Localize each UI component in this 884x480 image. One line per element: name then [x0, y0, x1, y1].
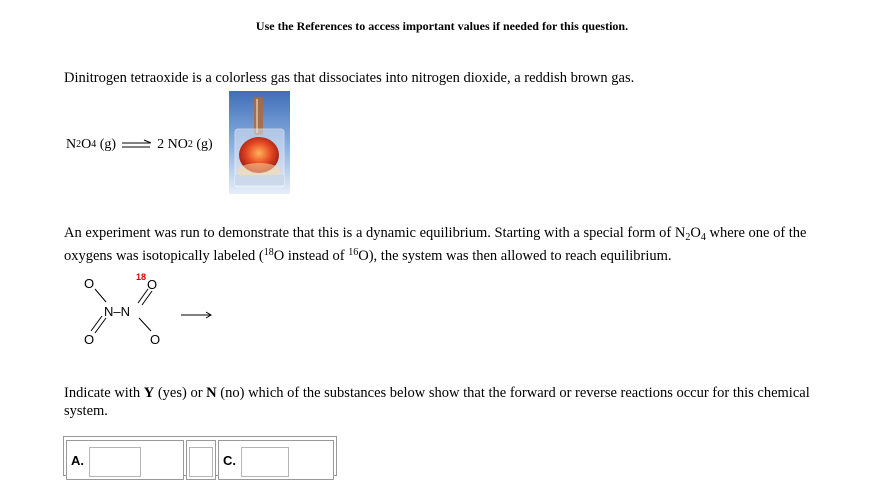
answer-input-c[interactable] [241, 447, 289, 477]
oxygen-atom-label: O [84, 276, 95, 291]
instructions-text: (no) which of the substances below show that the forward or reverse reactions occur for this chemical system. [64, 385, 810, 419]
answer-cell-b [186, 440, 216, 480]
experiment-text: where one of the oxygens was isotopically labeled ( [64, 225, 807, 264]
n2o4-structure-diagram [76, 272, 176, 352]
equilibrium-equation: N 2 O 4 (g) 2 NO 2 (g) [66, 137, 213, 152]
instructions-text: Indicate with [64, 385, 144, 401]
experiment-text: O [690, 225, 701, 241]
experiment-sup: 16 [348, 247, 359, 258]
experiment-text: An experiment was run to demonstrate that this is a dynamic equilibrium. Starting with a special form of N [64, 225, 686, 241]
answer-cell-a [66, 440, 184, 480]
answer-input-a[interactable] [89, 447, 141, 477]
answer-label-c: C. [223, 453, 236, 468]
flask-photo [229, 91, 290, 194]
nn-bond-label: N–N [104, 304, 131, 319]
eq-product-state: (g) [192, 137, 213, 152]
experiment-text: O), the system was then allowed to reach equilibrium. [358, 248, 672, 264]
instructions-n: N [206, 385, 217, 401]
experiment-sup: 18 [263, 247, 274, 258]
experiment-sub: 4 [700, 232, 706, 243]
equilibrium-arrows-icon [120, 139, 154, 151]
eq-reactant-n: N [66, 137, 77, 152]
references-note: Use the References to access important values if needed for this question. [255, 19, 629, 33]
oxygen-atom-label: O [150, 332, 161, 347]
experiment-paragraph [64, 222, 824, 268]
experiment-text: O instead of [273, 248, 349, 264]
answer-table [63, 436, 337, 476]
oxygen-atom-label: O [84, 332, 95, 347]
instructions-y: Y [143, 385, 155, 401]
intro-text: Dinitrogen tetraoxide is a colorless gas that dissociates into nitrogen dioxide, a reddish brown gas. [64, 70, 635, 86]
answer-input-b[interactable] [189, 447, 213, 477]
eq-reactant-o: O [81, 137, 92, 152]
eq-reactant-state: (g) [96, 137, 120, 152]
isotope-label: 18 [136, 272, 147, 282]
experiment-sub: 2 [685, 232, 691, 243]
answer-cell-c [218, 440, 334, 480]
instructions-text: (yes) or [154, 385, 207, 401]
oxygen-atom-label: O [147, 277, 158, 292]
eq-product: 2 NO [153, 137, 188, 152]
answer-label-a: A. [71, 453, 84, 468]
instructions-paragraph [64, 384, 824, 420]
reaction-arrow-icon [180, 310, 214, 320]
